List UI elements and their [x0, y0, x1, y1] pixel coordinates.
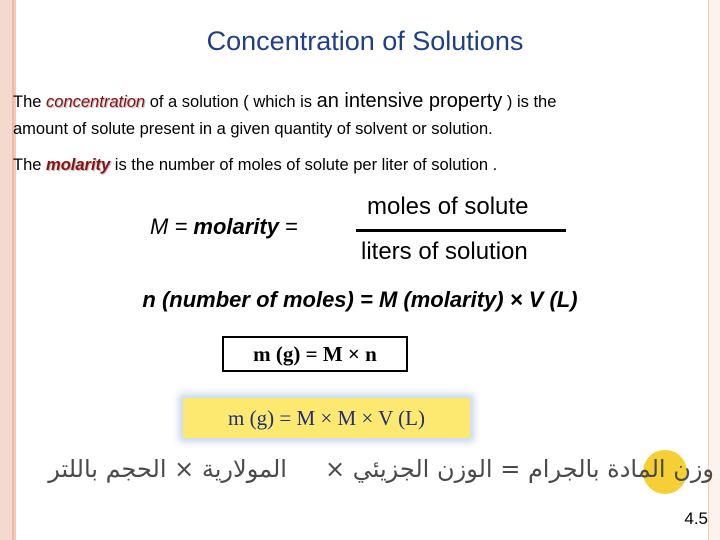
arabic-formula-part1: وزن المادة بالجرام = الوزن الجزيئي ×	[324, 455, 714, 483]
text: is the number of moles of solute per liter of solution .	[110, 156, 498, 174]
text: The	[13, 93, 47, 111]
text: The	[13, 156, 47, 174]
fraction-numerator: moles of solute	[367, 193, 529, 220]
molarity-formula-lhs	[150, 214, 298, 240]
concentration-definition-line1	[13, 87, 556, 116]
mass-formula-text: m (g) = M × n	[253, 342, 377, 366]
term-concentration: concentration	[46, 93, 146, 111]
slide-title: Concentration of Solutions	[206, 26, 524, 56]
mass-formula-highlight-box	[183, 398, 470, 438]
term-molarity: molarity	[46, 156, 111, 174]
slide-frame-left	[0, 0, 14, 540]
arabic-formula-part2: المولارية × الحجم باللتر	[48, 455, 287, 483]
molarity-definition	[13, 151, 497, 179]
intensive-property-text: an intensive property	[316, 90, 503, 112]
fraction-denominator: liters of solution	[361, 238, 528, 265]
text: ) is the	[502, 93, 557, 111]
mass-formula-highlight-text: m (g) = M × M × V (L)	[228, 406, 425, 430]
text: of a solution ( which is	[145, 93, 317, 111]
concentration-definition-line2: amount of solute present in a given quantity of solvent or solution.	[13, 120, 493, 138]
arabic-formula	[14, 452, 714, 486]
page-number: 4.5	[684, 509, 708, 528]
m-symbol: M =	[150, 214, 194, 239]
fraction-bar	[356, 229, 566, 232]
equals: =	[279, 214, 298, 239]
moles-formula: n (number of moles) = M (molarity) × V (L)	[142, 287, 578, 312]
mass-formula-box	[222, 336, 408, 372]
molarity-word: molarity	[193, 214, 279, 239]
